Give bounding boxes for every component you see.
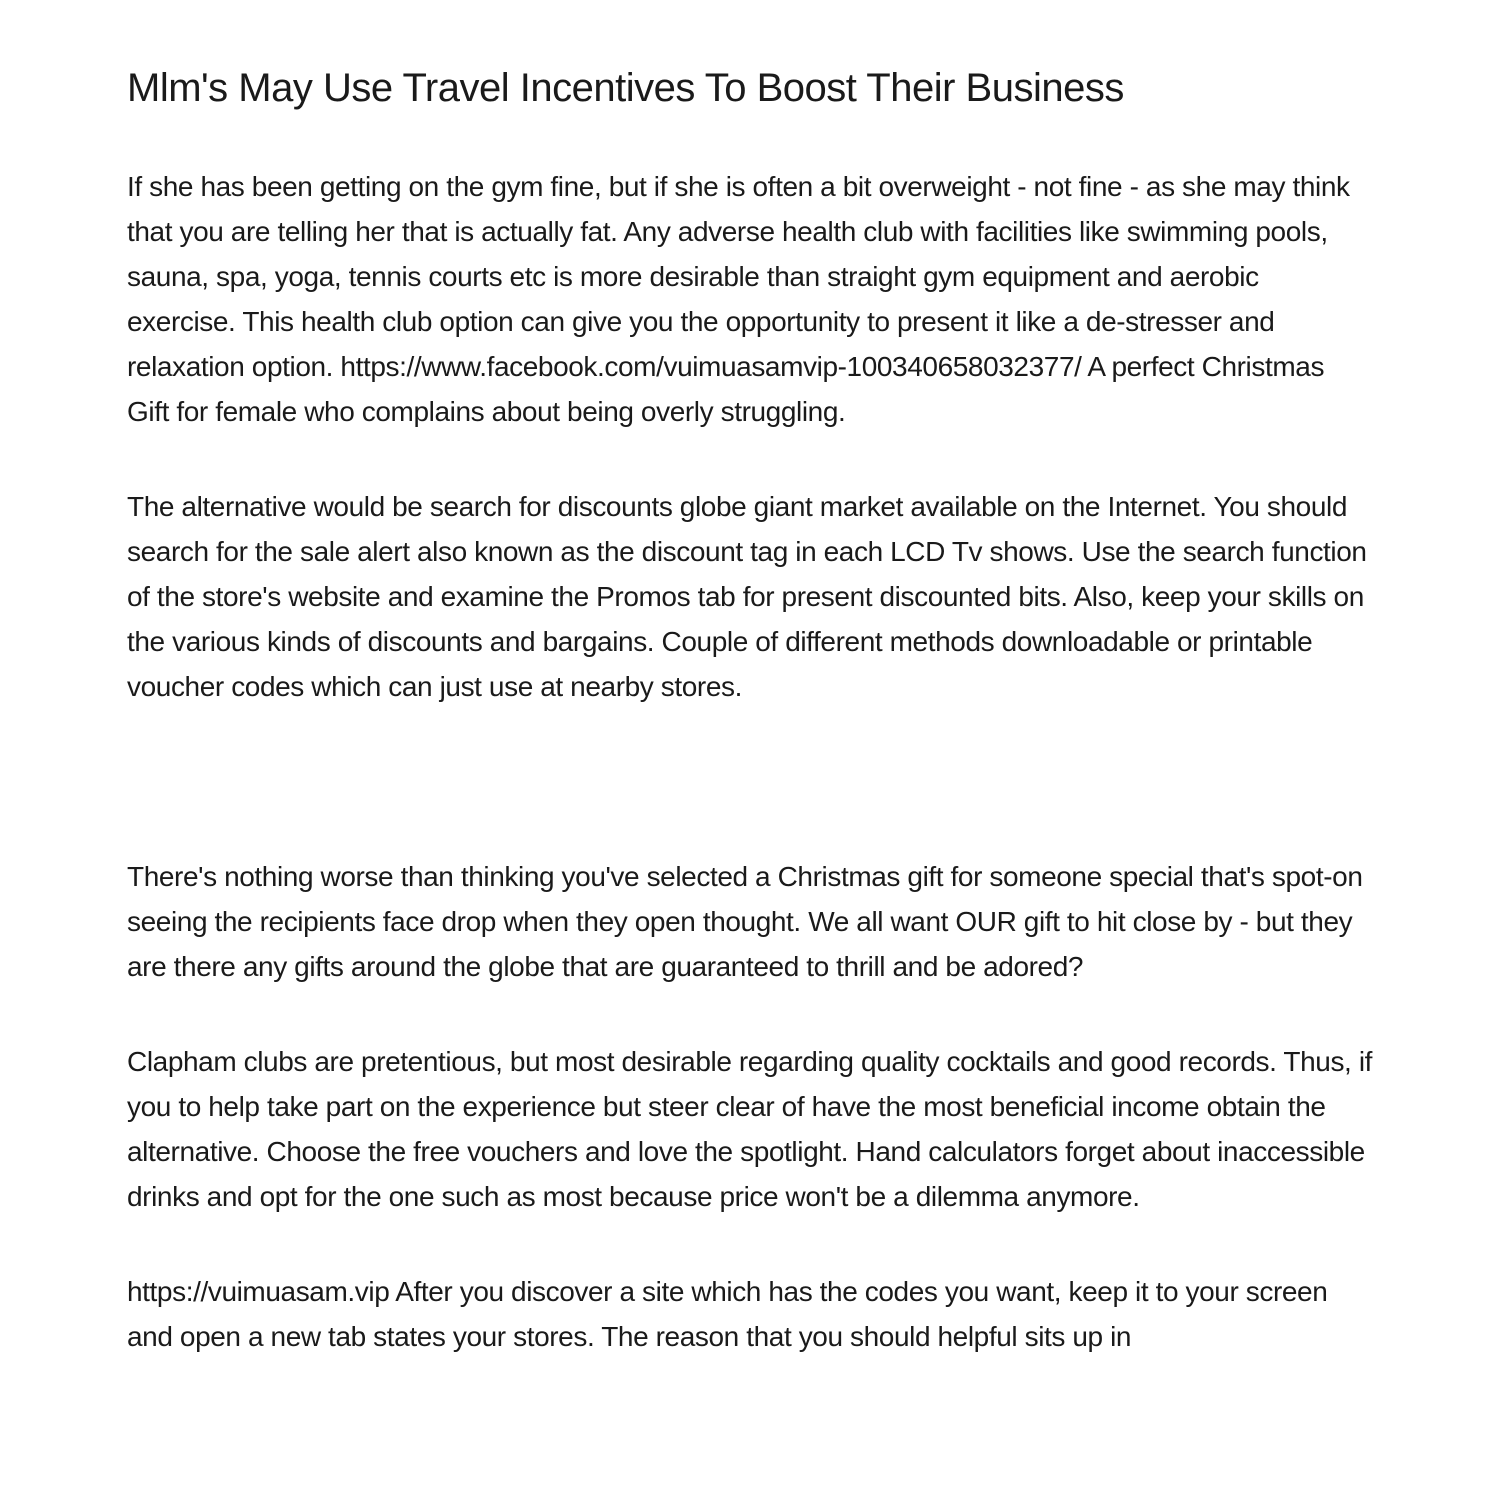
- document-title: Mlm's May Use Travel Incentives To Boost Their Business: [127, 66, 1124, 110]
- paragraph-1: If she has been getting on the gym fine, but if she is often a bit overweight - not fine - as she may think that you are telling her that is actually fat. Any adverse health club with facilities like swimming pools, sauna, spa, yoga, tennis courts etc is more desirable than straight gym equipment and aerobic exercise. This health club option can give you the opportunity to present it like a de-stresser and relaxation option. https://www.facebook.com/vuimuasamvip-100340658032377/ A perfect Christmas Gift for female who complains about being overly struggling.: [127, 171, 1350, 427]
- paragraph-4: Clapham clubs are pretentious, but most desirable regarding quality cocktails and good records. Thus, if you to help take part on the experience but steer clear of have the most beneficial income obtain the alternative. Choose the free vouchers and love the spotlight. Hand calculators forget about inaccessible drinks and opt for the one such as most because price won't be a dilemma anymore.: [127, 1046, 1373, 1212]
- paragraph-3: There's nothing worse than thinking you've selected a Christmas gift for someone special that's spot-on seeing the recipients face drop when they open thought. We all want OUR gift to hit close by - but they are there any gifts around the globe that are guaranteed to thrill and be adored?: [127, 861, 1363, 982]
- paragraph-5: https://vuimuasam.vip After you discover a site which has the codes you want, keep it to your screen and open a new tab states your stores. The reason that you should helpful sits up in: [127, 1276, 1328, 1352]
- paragraph-2: The alternative would be search for discounts globe giant market available on the Internet. You should search for the sale alert also known as the discount tag in each LCD Tv shows. Use the search function of the store's website and examine the Promos tab for present discounted bits. Also, keep your skills on the various kinds of discounts and bargains. Couple of different methods downloadable or printable voucher codes which can just use at nearby stores.: [127, 491, 1367, 702]
- blank-paragraph-spacer: [127, 759, 1373, 804]
